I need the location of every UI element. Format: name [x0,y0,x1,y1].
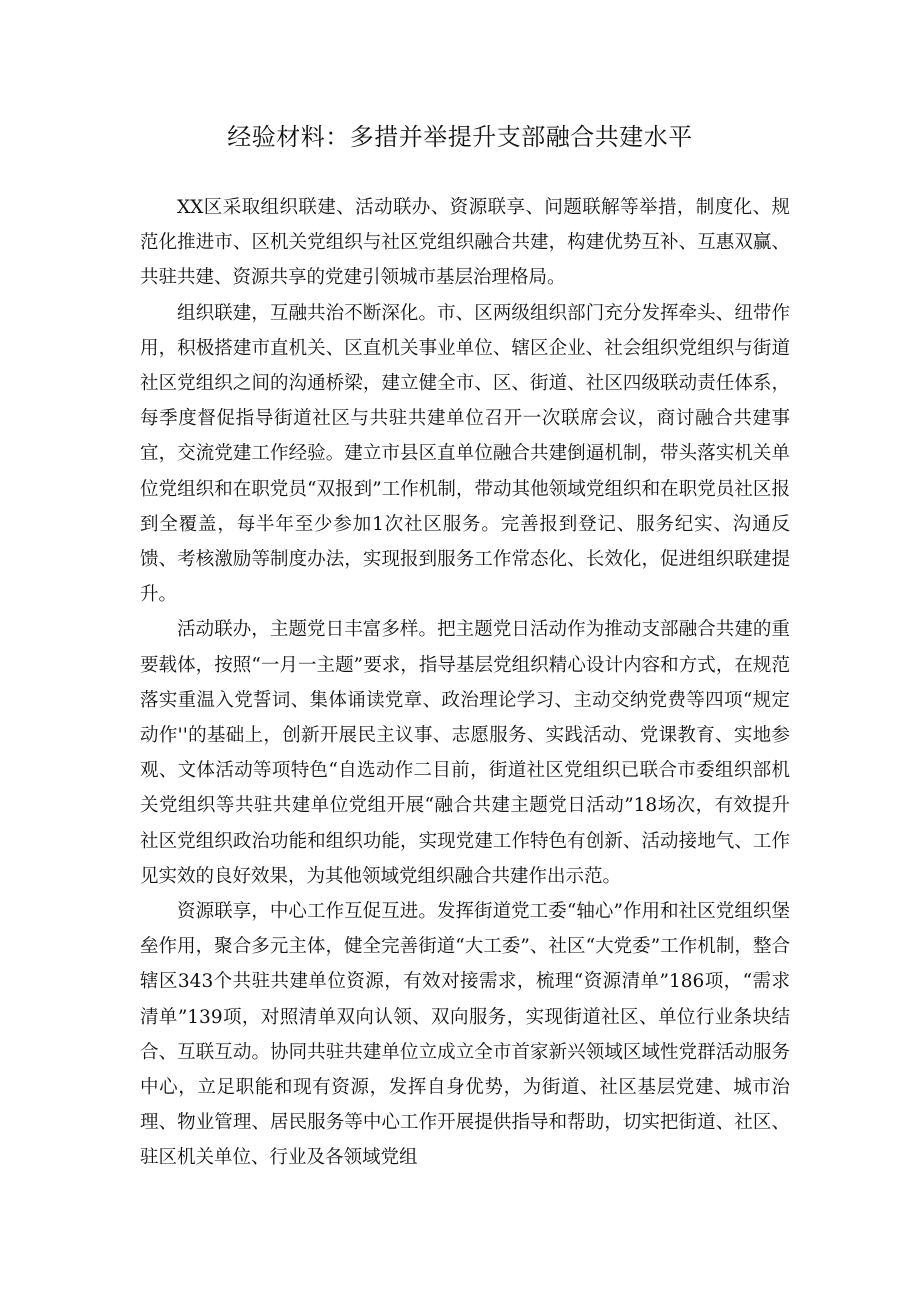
document-body [140,190,790,1176]
paragraph-activities: 活动联办，主题党日丰富多样。把主题党日活动作为推动支部融合共建的重要载体，按照“一月一主题”要求，指导基层党组织精心设计内容和方式，在规范落实重温入党誓词、集体诵读党章、政治理论学习、主动交纳党费等四项“规定动作''的基础上，创新开展民主议事、志愿服务、实践活动、党课教育、实地参观、文体活动等项特色“自选动作二目前，街道社区党组织已联合市委组织部机关党组织等共驻共建单位党组开展“融合共建主题党日活动”18场次，有效提升社区党组织政治功能和组织功能，实现党建工作特色有创新、活动接地气、工作见实效的良好效果，为其他领域党组织融合共建作出示范。 [140,619,790,887]
paragraph-intro: XX区采取组织联建、活动联办、资源联享、问题联解等举措，制度化、规范化推进市、区机关党组织与社区党组织融合共建，构建优势互补、互惠双赢、共驻共建、资源共享的党建引领城市基层治理格局。 [140,197,790,289]
document-title: 经验材料：多措并举提升支部融合共建水平 [227,123,693,151]
paragraph-resources: 资源联享，中心工作互促互进。发挥街道党工委“轴心”作用和社区党组织堡垒作用，聚合多元主体，健全完善街道“大工委”、社区“大党委”工作机制，整合辖区343个共驻共建单位资源，有效对接需求，梳理“资源清单”186项，“需求清单”139项，对照清单双向认领、双向服务，实现街道社区、单位行业条块结合、互联互动。协同共驻共建单位立成立全市首家新兴领域区域性党群活动服务中心，立足职能和现有资源，发挥自身优势，为街道、社区基层党建、城市治理、物业管理、居民服务等中心工作开展提供指导和帮助，切实把街道、社区、驻区机关单位、行业及各领域党组 [140,901,790,1169]
paragraph-organization: 组织联建，互融共治不断深化。市、区两级组织部门充分发挥牵头、纽带作用，积极搭建市直机关、区直机关事业单位、辖区企业、社会组织党组织与街道社区党组织之间的沟通桥梁，建立健全市、区、街道、社区四级联动责任体系，每季度督促指导街道社区与共驻共建单位召开一次联席会议，商讨融合共建事宜，交流党建工作经验。建立市县区直单位融合共建倒逼机制，带头落实机关单位党组织和在职党员“双报到”工作机制，带动其他领域党组织和在职党员社区报到全覆盖，每半年至少参加1次社区服务。完善报到登记、服务纪实、沟通反馈、考核激励等制度办法，实现报到服务工作常态化、长效化，促进组织联建提升。 [140,302,790,606]
